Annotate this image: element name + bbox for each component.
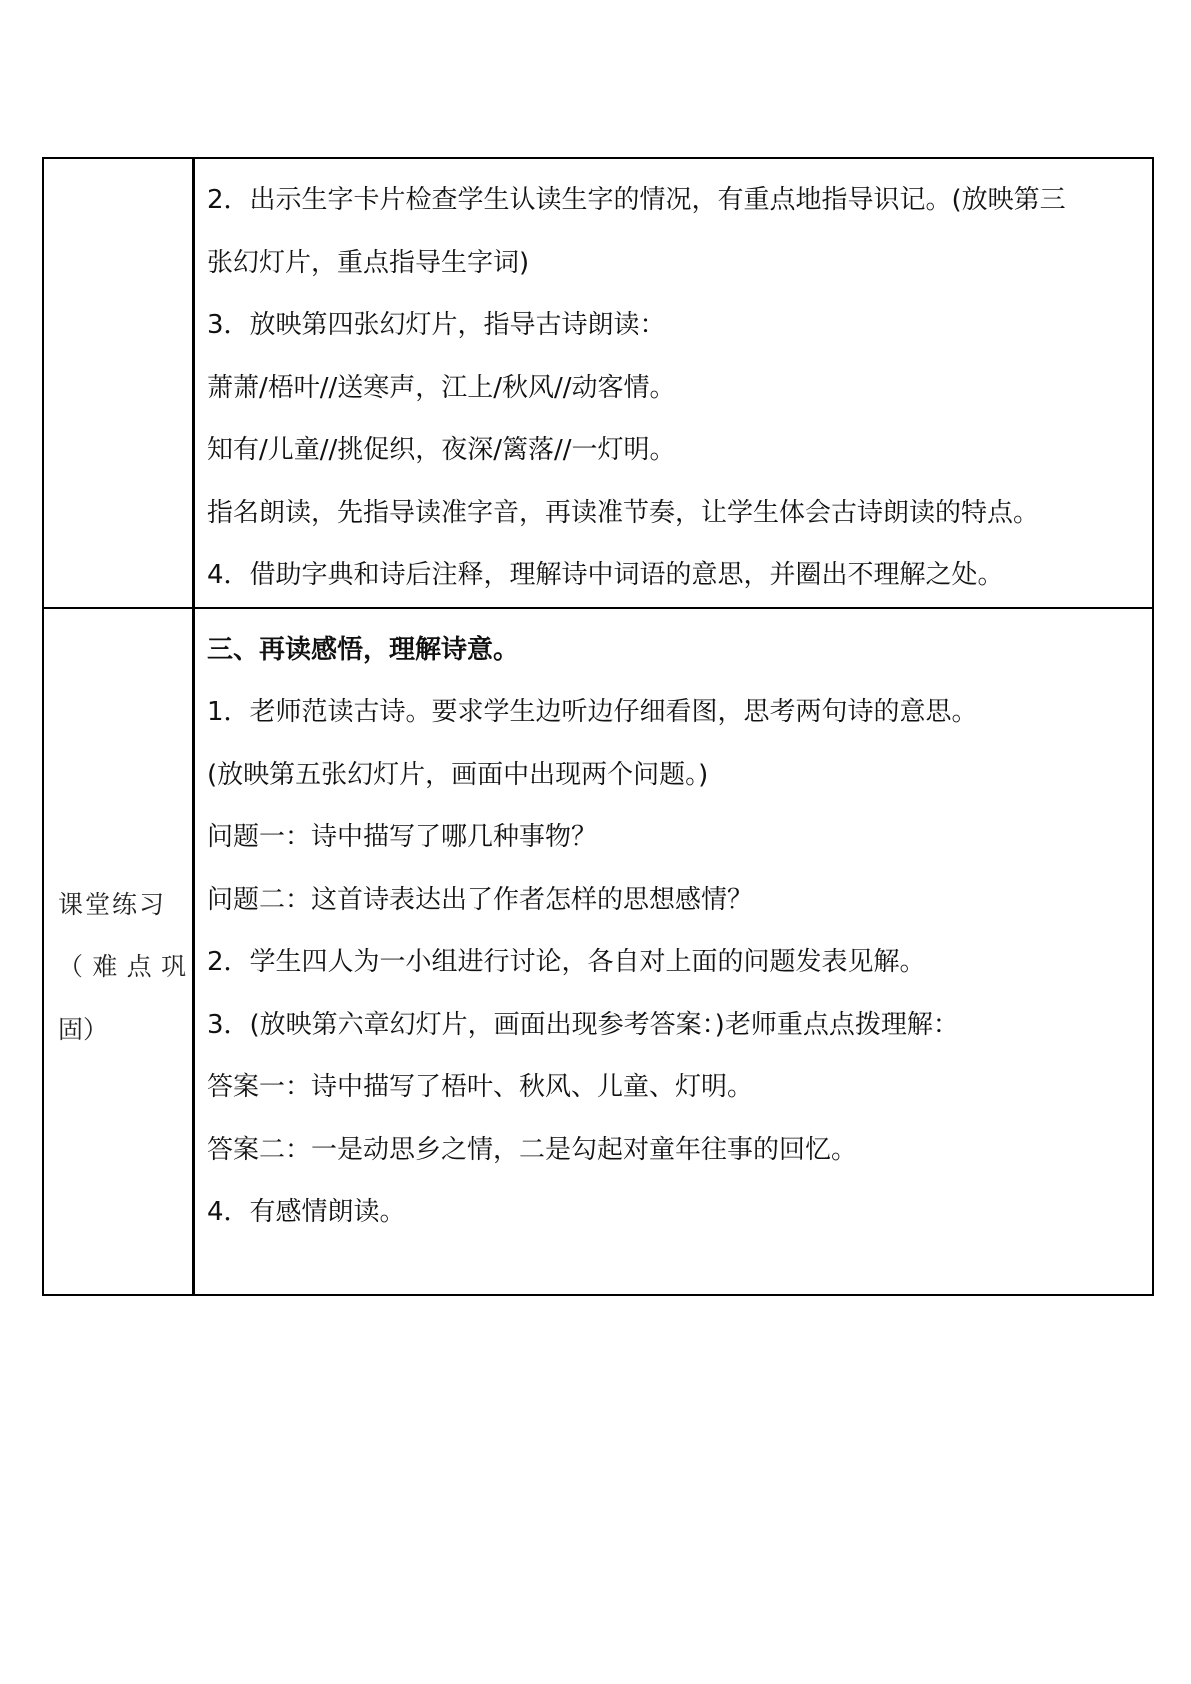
text-line: 1．老师范读古诗。要求学生边听边仔细看图，思考两句诗的意思。: [207, 697, 978, 727]
text-line: (放映第五张幻灯片，画面中出现两个问题。): [207, 759, 709, 790]
table-row: [43, 608, 1153, 1295]
text-line: 问题二：这首诗表达出了作者怎样的思想感情？: [207, 884, 754, 915]
text-line: 4．有感情朗读。: [207, 1197, 406, 1227]
text-line: 3．放映第四张幻灯片，指导古诗朗读：: [207, 310, 666, 340]
text-line: 2．学生四人为一小组进行讨论，各自对上面的问题发表见解。: [207, 947, 926, 977]
content-cell: [194, 158, 1154, 608]
section-label-line: 课堂练习: [58, 889, 167, 919]
section-label: [44, 874, 192, 1062]
text-line: 答案二：一是动思乡之情，二是勾起对童年往事的回忆。: [207, 1134, 858, 1165]
text-line: 3．(放映第六章幻灯片，画面出现参考答案：)老师重点点拨理解：: [207, 1009, 959, 1040]
section-label-line: 固）: [58, 1014, 109, 1044]
poem-line: 知有/儿童//挑促织，夜深/篱落//一灯明。: [207, 435, 676, 465]
text-line: 张幻灯片，重点指导生字词): [207, 247, 530, 278]
table-row: [43, 158, 1153, 608]
section-label-line: （难点巩: [58, 952, 186, 981]
text-line: 4．借助字典和诗后注释，理解诗中词语的意思，并圈出不理解之处。: [207, 560, 1004, 590]
lesson-plan-table: [42, 157, 1154, 1296]
text-line: 问题一：诗中描写了哪几种事物？: [207, 822, 598, 852]
text-line: 答案一：诗中描写了梧叶、秋风、儿童、灯明。: [207, 1072, 754, 1102]
text-line: 指名朗读，先指导读准字音，再读准节奏，让学生体会古诗朗读的特点。: [207, 497, 1040, 528]
text-line: 2．出示生字卡片检查学生认读生字的情况，有重点地指导识记。(放映第三: [207, 185, 1066, 215]
label-cell-empty: [43, 158, 194, 608]
label-cell: [43, 608, 194, 1295]
section-heading: 三、再读感悟，理解诗意。: [207, 634, 520, 665]
content-cell: [194, 608, 1154, 1295]
poem-line: 萧萧/梧叶//送寒声，江上/秋风//动客情。: [207, 372, 676, 403]
